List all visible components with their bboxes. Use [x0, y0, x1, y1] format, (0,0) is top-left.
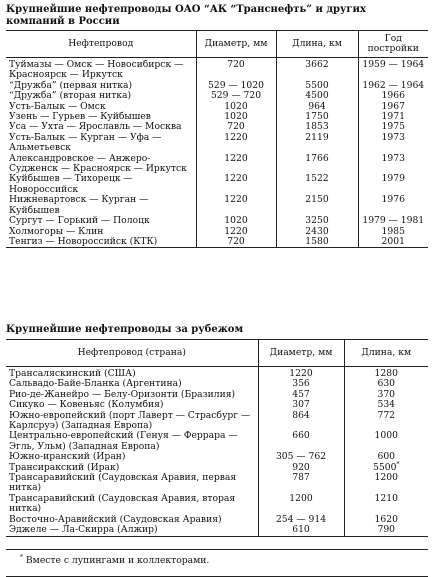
header-year: Год постройки [358, 31, 428, 58]
table-row [6, 195, 428, 216]
cell-value: 720 [196, 237, 276, 248]
cell-value: 1580 [276, 237, 358, 248]
table-row [6, 411, 428, 432]
cell-value: 864 [258, 411, 344, 432]
header-diameter: Диаметр, мм [258, 340, 344, 367]
cell-name: Южно-европейский (порт Лаверт — Страсбург — Карлсруэ) (Западная Европа) [9, 409, 251, 432]
table2-title: Крупнейшие нефтепроводы за рубежом [6, 324, 244, 335]
cell-value: 1220 [196, 174, 276, 195]
cell-name: Усть-Балык — Курган — Уфа — Альметьевск [9, 131, 162, 154]
table2-body [6, 367, 428, 537]
cell-name: Сикуко — Ковеньяс (Колумбия) [9, 399, 164, 411]
table-row [6, 473, 428, 494]
footnote [6, 549, 428, 577]
cell-value: 1973 [358, 133, 428, 154]
footnote-mark: * [396, 460, 400, 468]
cell-value: 2001 [358, 237, 428, 248]
cell-name: Туймазы — Омск — Новосибирск — Красноярск — Иркутск [9, 59, 184, 81]
cell-value: 720 [196, 122, 276, 132]
cell-name: Куйбышев — Тихорецк — Новороссийск [9, 173, 133, 195]
cell-value: 1979 — 1981 [358, 216, 428, 226]
cell-value: 254 — 914 [258, 515, 344, 525]
cell-value: 720 [196, 58, 276, 81]
table-row [6, 237, 428, 248]
cell-value: 307 [258, 400, 344, 410]
cell-value: 1959 — 1964 [358, 58, 428, 81]
table-row [6, 525, 428, 536]
header-length: Длина, км [276, 31, 358, 58]
cell-value: 660 [258, 431, 344, 452]
cell-value: 920 [258, 463, 344, 473]
cell-value: 3662 [276, 58, 358, 81]
cell-value: 305 — 762 [258, 452, 344, 462]
cell-name: Нижневартовск — Курган — Куйбышев [9, 194, 149, 216]
cell-value: 1220 [196, 227, 276, 237]
cell-value: 2150 [276, 195, 358, 216]
header-pipeline-country: Нефтепровод (страна) [6, 340, 258, 367]
cell-value: 5500* [344, 463, 428, 473]
cell-value: 1976 [358, 195, 428, 216]
cell-name: Уса — Ухта — Ярославль — Москва [9, 121, 182, 133]
cell-value: 1280 [344, 367, 428, 380]
russia-pipelines-table [6, 30, 428, 248]
cell-name: Сальвадо-Байе-Бланка (Аргентина) [9, 378, 182, 390]
cell-value: 1220 [196, 195, 276, 216]
cell-name: Тенгиз — Новороссийск (КТК) [9, 235, 158, 247]
cell-value: 2119 [276, 133, 358, 154]
cell-value: 1620 [344, 515, 428, 525]
table1-body [6, 58, 428, 248]
cell-value: 1020 [196, 216, 276, 226]
table1-header-row [6, 31, 428, 58]
cell-name: Восточно-Аравийский (Саудовская Аравия) [9, 513, 222, 525]
cell-value: 964 [276, 102, 358, 112]
cell-name: Узень — Гурьев — Куйбышев [9, 111, 151, 123]
cell-value: 2430 [276, 227, 358, 237]
cell-value: 630 [344, 379, 428, 389]
footnote-text: * Вместе с лупингами и коллекторами. [20, 553, 210, 566]
cell-name: Александровское — Анжеро-Судженск — Красноярск — Иркутск [9, 152, 187, 175]
cell-value: 529 — 720 [196, 91, 276, 101]
cell-name: Эджеле — Ла-Скирра (Алжир) [9, 524, 158, 536]
header-diameter: Диаметр, мм [196, 31, 276, 58]
cell-value: 356 [258, 379, 344, 389]
cell-name: Рио-де-Жанейро — Белу-Оризонти (Бразилия) [9, 388, 236, 400]
cell-value: 1220 [258, 367, 344, 380]
table-row [6, 58, 428, 81]
foreign-pipelines-table [6, 339, 428, 537]
table2-header-row [6, 340, 428, 367]
cell-value: 5500 [276, 81, 358, 91]
cell-value: 1522 [276, 174, 358, 195]
cell-value: 1020 [196, 112, 276, 122]
cell-value: 1220 [196, 154, 276, 175]
table-row [6, 154, 428, 175]
table-row [6, 494, 428, 515]
cell-value: 1967 [358, 102, 428, 112]
cell-value: 1853 [276, 122, 358, 132]
table1-title: Крупнейшие нефтепроводы ОАО “АК “Транснефть” и других компаний в России [6, 4, 366, 27]
cell-value: 529 — 1020 [196, 81, 276, 91]
cell-value: 610 [258, 525, 344, 536]
cell-value: 1220 [196, 133, 276, 154]
table-row [6, 174, 428, 195]
cell-value: 534 [344, 400, 428, 410]
table-row [6, 216, 428, 226]
cell-value: 1200 [344, 473, 428, 494]
cell-value: 600 [344, 452, 428, 462]
cell-value: 1210 [344, 494, 428, 515]
cell-name: Трансаравийский (Саудовская Аравия, первая нитка) [9, 472, 237, 494]
cell-value: 790 [344, 525, 428, 536]
cell-value: 370 [344, 390, 428, 400]
cell-value: 3250 [276, 216, 358, 226]
cell-name: “Дружба” (вторая нитка) [9, 90, 132, 102]
cell-value: 1962 — 1964 [358, 81, 428, 91]
cell-value: 1000 [344, 431, 428, 452]
cell-value: 772 [344, 411, 428, 432]
cell-value: 1985 [358, 227, 428, 237]
cell-value: 1973 [358, 154, 428, 175]
cell-name: Сургут — Горький — Полоцк [9, 215, 150, 227]
cell-value: 1020 [196, 102, 276, 112]
cell-value: 1975 [358, 122, 428, 132]
cell-name: Холмогоры — Клин [9, 225, 104, 237]
cell-value: 1971 [358, 112, 428, 122]
cell-name: “Дружба” (первая нитка) [9, 79, 133, 91]
cell-name: Трансаравийский (Саудовская Аравия, вторая нитка) [9, 492, 236, 515]
cell-value: 1200 [258, 494, 344, 515]
cell-value: 787 [258, 473, 344, 494]
header-pipeline: Нефтепровод [6, 31, 196, 58]
cell-value: 4500 [276, 91, 358, 101]
cell-value: 1766 [276, 154, 358, 175]
cell-name: Трансаляскинский (США) [9, 368, 136, 379]
cell-name: Усть-Балык — Омск [9, 100, 106, 112]
table-row [6, 133, 428, 154]
cell-value: 1750 [276, 112, 358, 122]
table-row [6, 431, 428, 452]
cell-name: Южно-иранский (Иран) [9, 451, 126, 463]
header-length: Длина, км [344, 340, 428, 367]
cell-value: 1979 [358, 174, 428, 195]
cell-name: Трансиракский (Ирак) [9, 461, 120, 473]
cell-name: Центрально-европейский (Генуя — Феррара — Эгль, Ульм) (Западная Европа) [9, 430, 238, 452]
cell-value: 1966 [358, 91, 428, 101]
cell-value: 457 [258, 390, 344, 400]
